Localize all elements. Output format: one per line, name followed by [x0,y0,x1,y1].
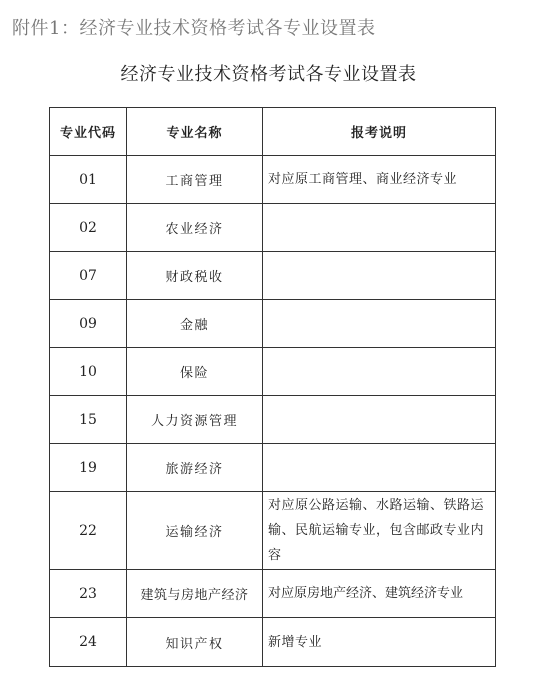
major-code-cell: 01 [50,156,127,204]
table-row [50,396,496,444]
header-application-notes: 报考说明 [263,108,496,156]
major-code-cell: 15 [50,396,127,444]
table-row [50,252,496,300]
major-name-cell: 旅游经济 [127,444,263,492]
application-note-cell [263,252,496,300]
major-code-cell: 23 [50,570,127,618]
application-note-cell [263,348,496,396]
table-row [50,348,496,396]
major-name-cell: 知识产权 [127,618,263,667]
major-name-cell: 保险 [127,348,263,396]
header-major-code: 专业代码 [50,108,127,156]
major-name-cell: 工商管理 [127,156,263,204]
major-code-cell: 02 [50,204,127,252]
application-note-cell [263,204,496,252]
application-note-cell: 对应原房地产经济、建筑经济专业 [263,570,496,618]
application-note-cell: 对应原公路运输、水路运输、铁路运输、民航运输专业，包含邮政专业内容 [263,492,496,570]
major-name-cell: 人力资源管理 [127,396,263,444]
application-note-cell [263,300,496,348]
major-settings-table [49,107,496,667]
major-name-cell: 金融 [127,300,263,348]
major-code-cell: 10 [50,348,127,396]
table-row [50,204,496,252]
table-row [50,618,496,667]
major-name-cell: 运输经济 [127,492,263,570]
application-note-cell: 新增专业 [263,618,496,667]
table-row [50,570,496,618]
major-code-cell: 24 [50,618,127,667]
major-code-cell: 07 [50,252,127,300]
document-title: 经济专业技术资格考试各专业设置表 [120,64,417,85]
application-note-cell [263,396,496,444]
major-name-cell: 财政税收 [127,252,263,300]
major-name-cell: 农业经济 [127,204,263,252]
major-code-cell: 19 [50,444,127,492]
table-row [50,156,496,204]
application-note-cell [263,444,496,492]
table-row [50,444,496,492]
application-note-cell: 对应原工商管理、商业经济专业 [263,156,496,204]
table-row [50,300,496,348]
table-row [50,492,496,570]
major-code-cell: 09 [50,300,127,348]
attachment-heading: 附件1：经济专业技术资格考试各专业设置表 [12,18,376,39]
major-name-cell: 建筑与房地产经济 [127,570,263,618]
header-major-name: 专业名称 [127,108,263,156]
major-code-cell: 22 [50,492,127,570]
table-header-row [50,108,496,156]
